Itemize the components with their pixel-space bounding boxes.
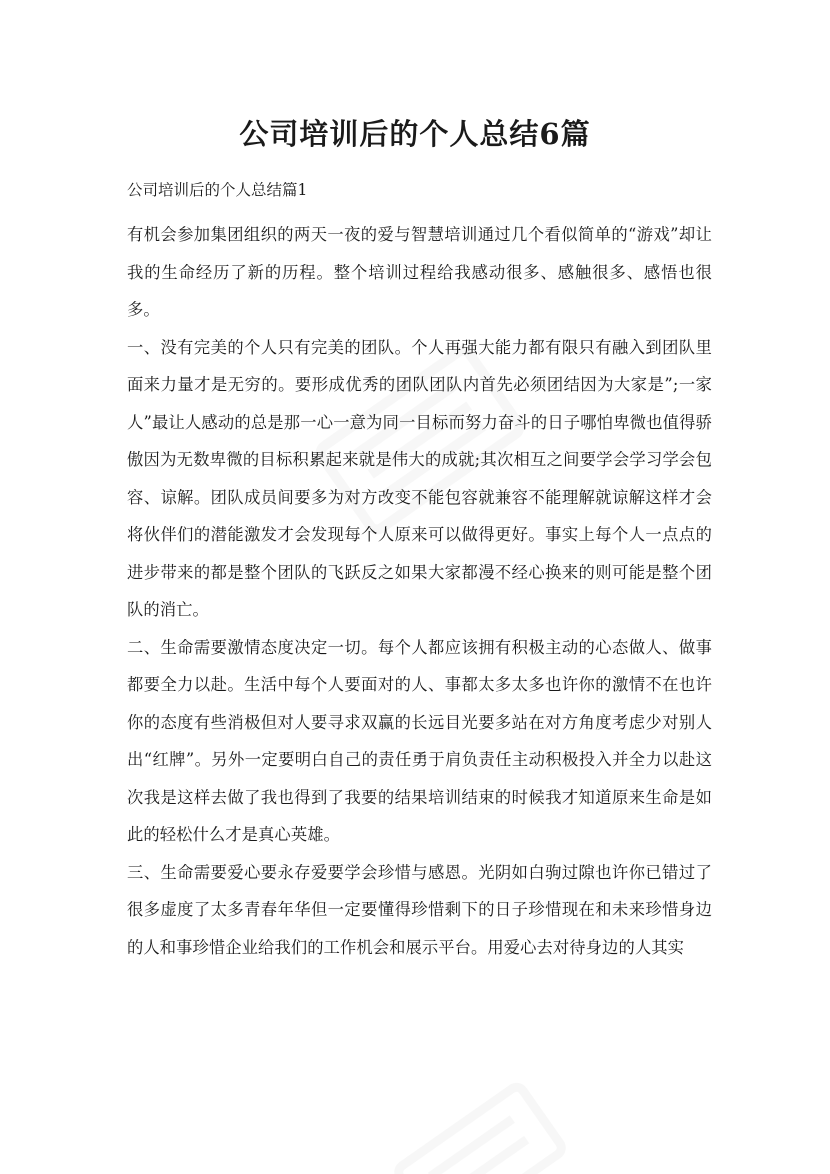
paragraph-intro: 有机会参加集团组织的两天一夜的爱与智慧培训通过几个看似简单的“游戏”却让我的生命经历了新的历程。整个培训过程给我感动很多、感触很多、感悟也很多。 — [127, 225, 712, 319]
paragraph-love: 三、生命需要爱心要永存爱要学会珍惜与感恩。光阴如白驹过隙也许你已错过了很多虚度了太多青春年华但一定要懂得珍惜剩下的日子珍惜现在和未来珍惜身边的人和事珍惜企业给我们的工作机会和展示平台。用爱心去对待身边的人其实 — [127, 862, 712, 957]
watermark-icon-bottom — [380, 1060, 580, 1174]
document-title: 公司培训后的个人总结6篇 — [239, 117, 591, 151]
paragraph-passion: 二、生命需要激情态度决定一切。每个人都应该拥有积极主动的心态做人、做事都要全力以赴。生活中每个人要面对的人、事都太多太多也许你的激情不在也许你的态度有些消极但对人要寻求双赢的长远目光要多站在对方角度考虑少对别人出“红牌”。另外一定要明白自己的责任勇于肩负责任主动积极投入并全力以赴这次我是这样去做了我也得到了我要的结果培训结束的时候我才知道原来生命是如此的轻松什么才是真心英雄。 — [127, 637, 712, 844]
section-subtitle: 公司培训后的个人总结篇1 — [127, 181, 308, 199]
paragraph-team: 一、没有完美的个人只有完美的团队。个人再强大能力都有限只有融入到团队里面来力量才是无穷的。要形成优秀的团队团队内首先必须团结因为大家是”;一家人”最让人感动的总是那一心一意为同一目标而努力奋斗的日子哪怕卑微也值得骄傲因为无数卑微的目标积累起来就是伟大的成就;其次相互之间要学会学习学会包容、谅解。团队成员间要多为对方改变不能包容就兼容不能理解就谅解这样才会将伙伴们的潜能激发才会发现每个人原来可以做得更好。事实上每个人一点点的进步带来的都是整个团队的飞跃反之如果大家都漫不经心换来的则可能是整个团队的消亡。 — [127, 337, 712, 619]
document-body — [127, 216, 712, 966]
